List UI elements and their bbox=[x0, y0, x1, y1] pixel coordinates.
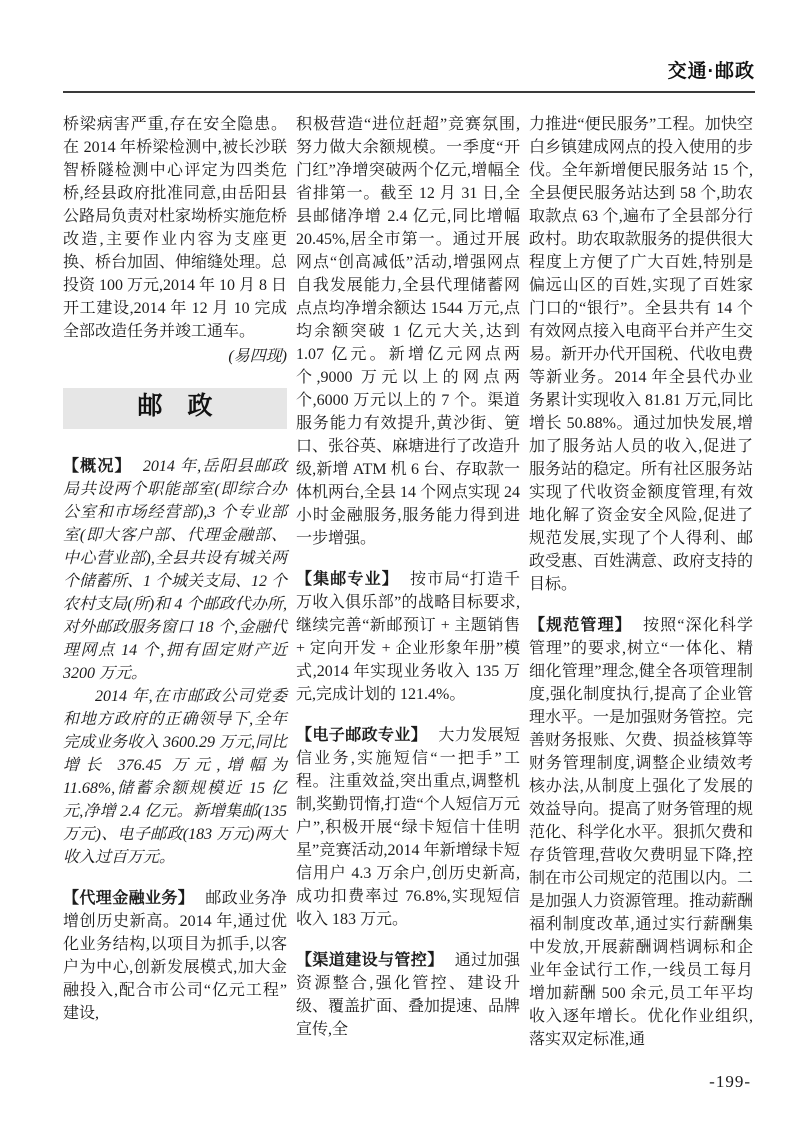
section-label-jiyou: 【集邮专业】 bbox=[296, 571, 399, 588]
qudao-text: 通过加强资源整合,强化管控、建设升级、覆盖扩面、叠加提速、品牌宣传,全 bbox=[296, 952, 521, 1038]
gaikuang-text: 2014 年,岳阳县邮政局共设两个职能部室(即综合办公室和市场经营部),3 个专业部室(即大客户部、代理金融部、中心营业部),全县共设有城关两个储蓄所、1 个城关支局、12 个农村支局(所)和 4 个邮政代办所,对外邮政服务窗口 18 个,金融代理网点 14 个,拥有固定财产近 3200 万元。 bbox=[63, 458, 288, 682]
column-right bbox=[529, 113, 753, 1051]
section-title: 邮 政 bbox=[137, 393, 213, 420]
daili-jinrong-text: 邮政业务净增创历史新高。2014 年,通过优化业务结构,以项目为抓手,以客户为中心,创新发展模式,加大金融投入,配合市公司“亿元工程”建设, bbox=[63, 890, 287, 1022]
jiyou-paragraph bbox=[296, 568, 520, 706]
jiyou-text: 按市局“打造千万收入俱乐部”的战略目标要求,继续完善“新邮预订 + 主题销售 + 定向开发 + 企业形象年册”模式,2014 年实现业务收入 135 万元,完成计划的 121.4%。 bbox=[296, 571, 520, 703]
dianzi-youzheng-text: 大力发展短信业务,实施短信“一把手”工程。注重效益,突出重点,调整机制,奖勤罚惰,打造“个人短信万元户”,积极开展“绿卡短信十佳明星”竞赛活动,2014 年新增绿卡短信用户 4.3 万余户,创历史新高,成功扣费率过 76.8%,实现短信收入 183 万元。 bbox=[296, 727, 520, 928]
daili-jinrong-paragraph bbox=[63, 887, 287, 1025]
text-columns bbox=[63, 113, 755, 1051]
gaikuang-paragraph bbox=[63, 455, 287, 685]
column-middle bbox=[296, 113, 520, 1051]
section-title-box bbox=[63, 388, 287, 429]
qudao-continuation: 力推进“便民服务”工程。加快空白乡镇建成网点的投入使用的步伐。全年新增便民服务站 15 个,全县便民服务站达到 58 个,助农取款点 63 个,遍布了全县部分行政村。助农取款服务的提供很大程度上方便了广大百姓,特别是偏远山区的百姓,实现了百姓家门口的“银行”。全县共有 14 个有效网点接入电商平台并产生交易。新开办代开国税、代收电费等新业务。2014 年全县代办业务累计实现收入 81.81 万元,同比增长 50.88%。通过加快发展,增加了服务站人员的收入,促进了服务站的稳定。所有社区服务站实现了代收资金额度管理,有效地化解了资金安全风险,促进了规范发展,实现了个人得利、邮政受惠、百姓满意、政府支持的目标。 bbox=[529, 116, 754, 593]
running-head: 交通·邮政 bbox=[667, 61, 755, 82]
author-attribution: (易四现) bbox=[228, 348, 287, 365]
section-label-guifan: 【规范管理】 bbox=[529, 617, 632, 634]
qudao-paragraph bbox=[296, 949, 520, 1041]
guifan-paragraph bbox=[529, 614, 753, 1051]
section-label-qudao: 【渠道建设与管控】 bbox=[296, 952, 444, 969]
page-header bbox=[63, 0, 755, 93]
page-number: -199- bbox=[709, 1072, 751, 1091]
bridge-paragraph: 桥梁病害严重,存在安全隐患。在 2014 年桥梁检测中,被长沙联智桥隧检测中心评定为四类危桥,经县政府批准同意,由岳阳县公路局负责对杜家坳桥实施危桥改造,主要作业内容为支座更换、桥台加固、伸缩缝处理。总投资 100 万元,2014 年 10 月 8 日开工建设,2014 年 12 月 10 完成全部改造任务并竣工通车。 bbox=[63, 116, 288, 340]
section-label-daili-jinrong: 【代理金融业务】 bbox=[63, 890, 195, 907]
daili-jinrong-continuation: 积极营造“进位赶超”竞赛氛围,努力做大余额规模。一季度“开门红”净增突破两个亿元,增幅全省排第一。截至 12 月 31 日,全县邮储净增 2.4 亿元,同比增幅 20.45%,居全市第一。通过开展网点“创高减低”活动,增强网点自我发展能力,全县代理储蓄网点点均净增余额达 1544 万元,点均余额突破 1 亿元大关,达到 1.07 亿元。新增亿元网点两个,9000 万元以上的网点两个,6000 万元以上的 7 个。渠道服务能力有效提升,黄沙街、筻口、张谷英、麻塘进行了改造升级,新增 ATM 机 6 台、存取款一体机两台,全县 14 个网点实现 24 小时金融服务,服务能力得到进一步增强。 bbox=[296, 116, 521, 547]
column-left bbox=[63, 113, 287, 1051]
guifan-text: 按照“深化科学管理”的要求,树立“一体化、精细化管理”理念,健全各项管理制度,强化制度执行,提高了企业管理水平。一是加强财务管控。完善财务报账、欠费、损益核算等财务管理制度,调整企业绩效考核办法,从制度上强化了发展的效益导向。提高了财务管理的规范化、科学化水平。狠抓欠费和存货管理,营收欠费明显下降,控制在市公司规定的范围以内。二是加强人力资源管理。推动薪酬福利制度改革,通过实行薪酬集中发放,开展薪酬调档调标和企业年金试行工作,一线员工每月增加薪酬 500 余元,员工年平均收入逐年增长。优化作业组织,落实双定标准,通 bbox=[529, 617, 754, 1048]
section-label-dianzi-youzheng: 【电子邮政专业】 bbox=[296, 727, 428, 744]
section-label-gaikuang: 【概况】 bbox=[63, 458, 132, 475]
dianzi-youzheng-paragraph bbox=[296, 724, 520, 931]
gaikuang-paragraph-2: 2014 年,在市邮政公司党委和地方政府的正确领导下,全年完成业务收入 3600.29 万元,同比增长 376.45 万元,增幅为 11.68%,储蓄余额规模近 15 亿元,净增 2.4 亿元。新增集邮(135 万元)、电子邮政(183 万元)两大收入过百万元。 bbox=[63, 688, 288, 866]
